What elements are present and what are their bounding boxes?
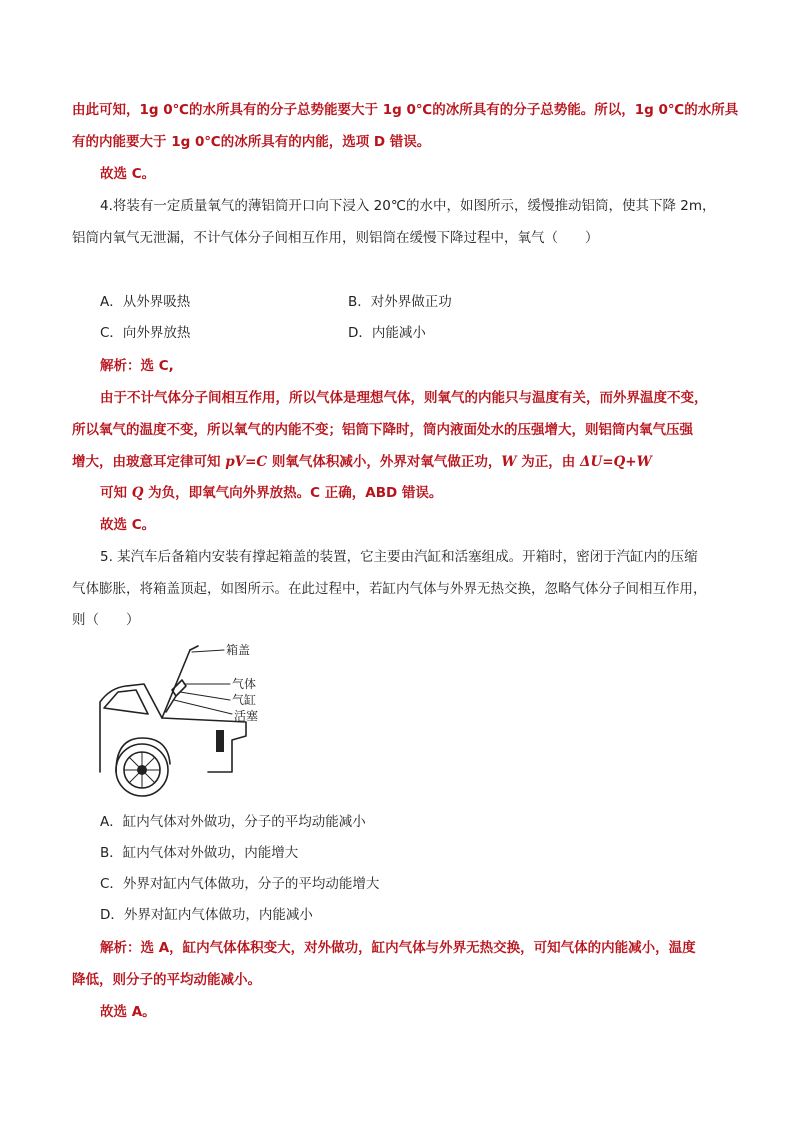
question-4-stem: 4.将装有一定质量氧气的薄铝筒开口向下浸入 20℃的水中，如图所示，缓慢推动铝筒，使其下降 2m， xyxy=(100,198,716,214)
q4-option-a: A．从外界吸热 xyxy=(100,294,191,310)
explanation-line: 有的内能要大于 1g 0℃的冰所具有的内能，选项 D 错误。 xyxy=(72,134,431,150)
q4-option-c: C．向外界放热 xyxy=(100,325,191,341)
wheel-hub xyxy=(137,765,147,775)
question-5-stem: 气体膨胀，将箱盖顶起，如图所示。在此过程中，若缸内气体与外界无热交换，忽略气体分子间相互作用， xyxy=(72,581,707,597)
text-run: 为负，即氧气向外界放热。C 正确，ABD 错误。 xyxy=(143,485,443,501)
explanation-line: 降低，则分子的平均动能减小。 xyxy=(72,972,261,988)
q5-option-c: C．外界对缸内气体做功，分子的平均动能增大 xyxy=(100,876,380,892)
question-4-stem: 铝筒内氧气无泄漏，不计气体分子间相互作用，则铝筒在缓慢下降过程中，氧气（ ） xyxy=(72,230,599,246)
tail-light xyxy=(216,730,224,752)
explanation-line: 由于不计气体分子间相互作用，所以气体是理想气体，则氧气的内能只与温度有关，而外界温度不变， xyxy=(100,390,708,406)
q5-option-b: B．缸内气体对外做功，内能增大 xyxy=(100,845,299,861)
leader-line-cylinder xyxy=(180,692,230,700)
explanation-line xyxy=(100,483,442,503)
formula: ΔU=Q+W xyxy=(579,454,652,470)
car-trunk-figure xyxy=(96,640,286,800)
analysis-label: 解析：选 C, xyxy=(100,358,174,374)
explanation-line: 解析：选 A，缸内气体体积变大，对外做功，缸内气体与外界无热交换，可知气体的内能减小，温度 xyxy=(100,940,696,956)
formula: Q xyxy=(131,485,144,501)
text-run: 则氧气体积减小，外界对氧气做正功， xyxy=(267,454,502,470)
answer-line: 故选 A。 xyxy=(100,1004,156,1020)
explanation-line: 由此可知，1g 0℃的水所具有的分子总势能要大于 1g 0℃的冰所具有的分子总势能。所以，1g 0℃的水所具 xyxy=(72,102,739,118)
gas-strut-cylinder xyxy=(172,680,186,696)
question-5-stem: 5. 某汽车后备箱内安装有撑起箱盖的装置，它主要由汽缸和活塞组成。开箱时，密闭于汽缸内的压缩 xyxy=(100,549,698,565)
q5-option-d: D．外界对缸内气体做功，内能减小 xyxy=(100,907,313,923)
leader-line-lid xyxy=(192,650,224,652)
rear-window xyxy=(104,690,148,714)
leader-line-piston xyxy=(174,700,232,714)
label-lid: 箱盖 xyxy=(226,643,251,657)
formula: pV=C xyxy=(225,454,268,470)
q4-option-d: D．内能减小 xyxy=(348,325,426,341)
car-body-outline xyxy=(100,684,246,772)
label-piston: 活塞 xyxy=(234,709,259,723)
formula: W xyxy=(501,454,517,470)
text-run: 增大，由玻意耳定律可知 xyxy=(72,454,226,470)
trunk-lid-edge xyxy=(190,646,198,650)
answer-line: 故选 C。 xyxy=(100,166,156,182)
question-5-stem: 则（ ） xyxy=(72,612,140,628)
text-run: 为正，由 xyxy=(516,454,580,470)
text-run: 可知 xyxy=(100,485,132,501)
q5-option-a: A．缸内气体对外做功，分子的平均动能减小 xyxy=(100,814,366,830)
label-gas: 气体 xyxy=(232,677,257,691)
explanation-line: 所以氧气的温度不变，所以氧气的内能不变；铝筒下降时，筒内液面处水的压强增大，则铝筒内氧气压强 xyxy=(72,422,693,438)
q4-option-b: B．对外界做正功 xyxy=(348,294,452,310)
answer-line: 故选 C。 xyxy=(100,517,156,533)
label-cylinder: 气缸 xyxy=(232,693,257,707)
explanation-line xyxy=(72,452,652,472)
